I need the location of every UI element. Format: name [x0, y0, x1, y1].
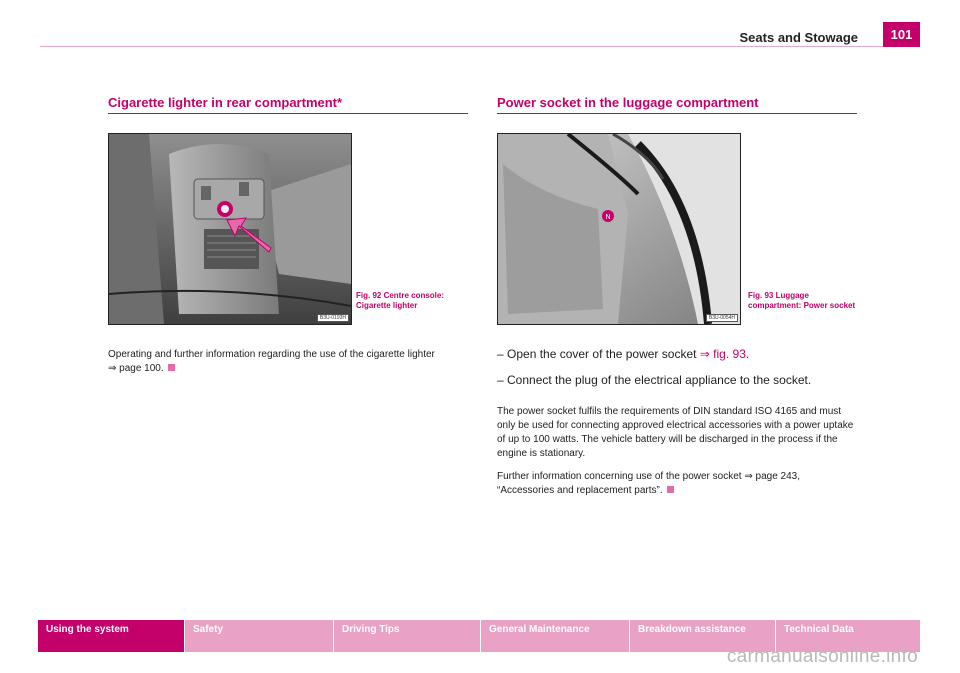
figure-93-link[interactable]: ⇒ fig. 93 [699, 347, 746, 361]
section-end-marker [168, 364, 175, 371]
tab-using-the-system[interactable]: Using the system [38, 620, 184, 652]
page-reference-link[interactable]: ⇒ page 100. [108, 363, 164, 374]
figure-92-caption: Fig. 92 Centre console: Cigarette lighter [356, 291, 445, 310]
step-1-text: – Open the cover of the power socket [497, 347, 697, 361]
instruction-step-1: – Open the cover of the power socket ⇒ fig. 93. [497, 347, 750, 361]
svg-text:N: N [605, 214, 611, 221]
section-heading-cigarette-lighter: Cigarette lighter in rear compartment* [108, 95, 343, 110]
paragraph-text: Operating and further information regarding the use of the cigarette lighter [108, 349, 435, 360]
power-socket-paragraph-1: The power socket fulfils the requirements of DIN standard ISO 4165 and must only be used for connecting approved electrical accessories with a power uptake of up to 100 watts. The vehicle battery will be discharged in the process if the engine is stationary. [497, 406, 854, 459]
running-header-title: Seats and Stowage [739, 30, 858, 45]
paragraph-2-line-2: “Accessories and replacement parts”. [497, 485, 663, 496]
paragraph-2-line-1: Further information concerning use of the power socket ⇒ page 243, [497, 471, 800, 482]
tab-general-maintenance[interactable]: General Maintenance [481, 620, 629, 652]
section-end-marker [667, 486, 674, 493]
watermark-text: carmanualsonline.info [726, 646, 918, 667]
centre-console-illustration [109, 134, 351, 324]
page-number: 101 [883, 22, 920, 47]
instruction-step-2: – Connect the plug of the electrical appliance to the socket. [497, 373, 812, 387]
tab-safety[interactable]: Safety [185, 620, 333, 652]
figure-code: B3U-0054H [706, 314, 738, 322]
section-heading-power-socket: Power socket in the luggage compartment [497, 95, 759, 110]
tab-breakdown-assistance[interactable]: Breakdown assistance [630, 620, 775, 652]
section-rule-left [108, 113, 468, 114]
section-rule-right [497, 113, 857, 114]
header-rule [40, 46, 920, 47]
figure-93-image [497, 133, 741, 325]
tab-technical-data[interactable]: Technical Data [776, 620, 920, 652]
tab-driving-tips[interactable]: Driving Tips [334, 620, 480, 652]
cigarette-lighter-paragraph [108, 348, 468, 376]
figure-93-caption: Fig. 93 Luggage compartment: Power socket [748, 291, 856, 310]
power-socket-paragraph-2 [497, 470, 859, 498]
figure-code: B3U-0193H [317, 314, 349, 322]
figure-92-image [108, 133, 352, 325]
luggage-compartment-illustration [498, 134, 740, 324]
